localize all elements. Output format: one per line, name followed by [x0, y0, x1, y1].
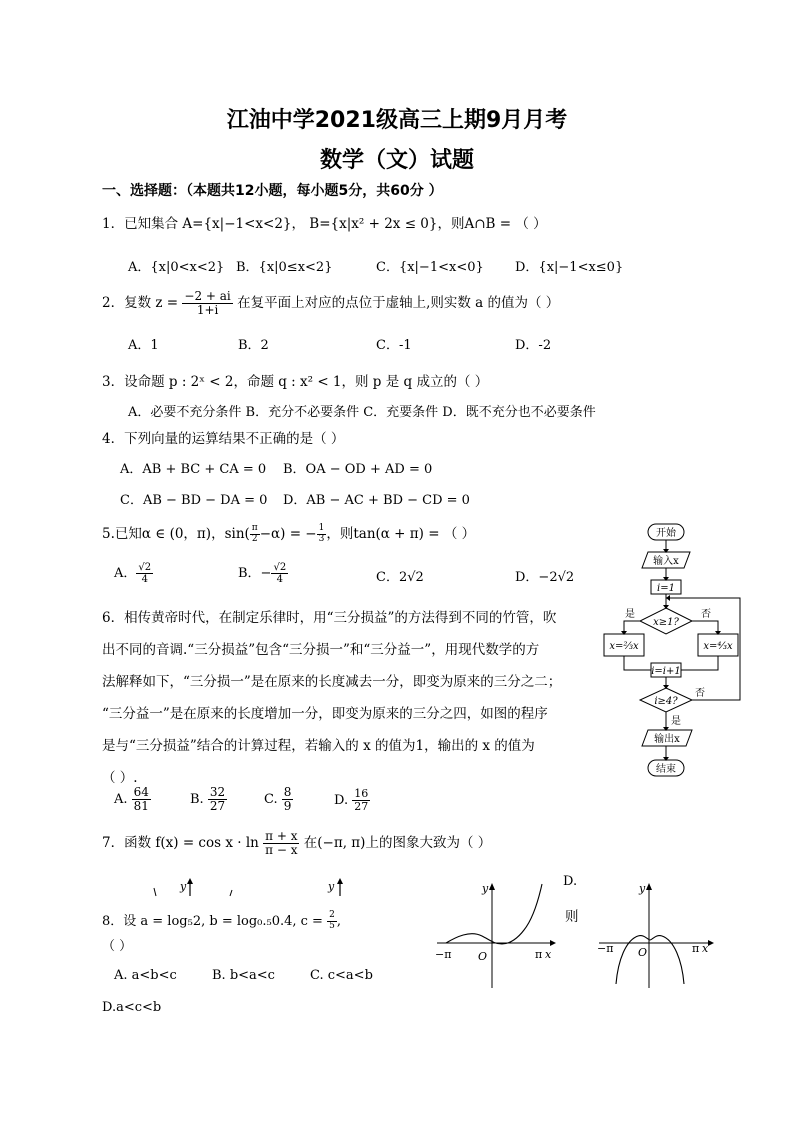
q5-two: 2: [251, 534, 258, 544]
q1-option-c: C．{x|−1<x<0}: [376, 260, 484, 275]
q6-line-4: “三分益一”是在原来的长度增加一分，即变为原来的三分之四，如图的程序: [102, 706, 548, 722]
q2-option-a: A．1: [128, 338, 159, 353]
graph-c-y-arrow: [489, 883, 495, 890]
q6-c-den: 9: [283, 799, 292, 814]
fc-line-left-merge: [624, 656, 651, 670]
fc-end-label: 结束: [656, 764, 676, 775]
q7-num: π + x: [265, 829, 298, 843]
fc-yes1-label: 是: [625, 609, 635, 620]
graph-d-pi: π: [692, 942, 700, 955]
q5-option-a: [114, 562, 153, 585]
fragment-y-b: y: [328, 880, 335, 893]
q7-trailing-char: 则: [565, 909, 579, 925]
q2-option-c: C．-1: [376, 338, 412, 353]
fc-output-label: 输出x: [654, 734, 680, 745]
q5-stem: [102, 522, 475, 545]
q7-stem: [102, 830, 491, 857]
graph-c-pi: π: [535, 948, 543, 961]
fc-yes2-label: 是: [671, 716, 681, 727]
q5-pi: π: [251, 523, 258, 534]
exam-subtitle: 数学（文）试题: [319, 148, 474, 173]
q6-line-1: 6．相传黄帝时代，在制定乐律时，用“三分损益”的方法得到不同的竹管，吹: [102, 610, 557, 626]
q2-post: 在复平面上对应的点位于虚轴上,则实数 a 的值为（ ）: [237, 295, 560, 312]
fc-line-yes1: [624, 621, 640, 634]
q7-graph-d: [594, 880, 724, 990]
q2-option-b: B．2: [238, 338, 269, 353]
q6-a-label: A.: [114, 792, 128, 808]
q4-option-b: B．OA − OD + AD = 0: [283, 462, 433, 477]
fc-arrow-3: [663, 605, 669, 609]
q7-graph-c: [432, 880, 562, 990]
section-heading: 一、选择题：（本题共12小题，每小题5分，共60分 ）: [102, 183, 443, 199]
q6-c-num: 8: [283, 785, 292, 799]
q3-stem: 3．设命题 p : 2ˣ < 2，命题 q : x² < 1，则 p 是 q 成立的（ ）: [102, 374, 489, 390]
q5-pi-over-2: [250, 524, 260, 545]
graph-d-x-arrow: [708, 940, 714, 946]
q5-option-c: C．2√2: [376, 570, 424, 585]
q6-d-den: 27: [354, 800, 369, 814]
q4-option-a: A．AB + BC + CA = 0: [120, 462, 267, 477]
fc-no2-label: 否: [695, 688, 705, 699]
q2-num: −2 + ai: [184, 289, 231, 303]
fc-left-label: x=⅔x: [609, 641, 639, 652]
fc-line-right-merge: [681, 656, 718, 670]
fragment-curve-a: [154, 888, 156, 896]
q5-three: 3: [318, 534, 325, 544]
q8-c-num: 2: [329, 910, 335, 921]
q2-pre: 2．复数 z =: [102, 295, 179, 312]
fc-cond1-label: x≥1?: [653, 617, 679, 628]
q2-fraction: [182, 290, 232, 317]
q6-option-c: [264, 786, 293, 813]
fc-right-label: x=⁴⁄₃x: [703, 641, 733, 652]
q1-option-a: A．{x|0<x<2}: [128, 260, 225, 275]
exam-title: 江油中学2021级高三上期9月月考: [226, 108, 568, 133]
q3-options: A．必要不充分条件 B．充分不必要条件 C．充要条件 D．既不充分也不必要条件: [128, 405, 596, 420]
fc-init-label: i=1: [657, 583, 675, 594]
q6-b-den: 27: [209, 799, 226, 814]
q8-option-a: A. a<b<c: [114, 968, 177, 983]
graph-c-curve: [446, 884, 542, 944]
q6-line-2: 出不同的音调.“三分损益”包含“三分损一”和“三分益一”，用现代数学的方: [102, 642, 540, 658]
fc-input-label: 输入x: [653, 556, 679, 567]
fragment-y-a: y: [180, 880, 187, 893]
q2-option-d: D．-2: [515, 338, 552, 353]
q8-tail: ,: [336, 914, 341, 929]
fragment-curve-b: [230, 890, 232, 896]
graph-c-origin: O: [478, 950, 488, 963]
q1-stem: 1．已知集合 A={x|−1<x<2}， B={x|x² + 2x ≤ 0}，则A∩B = （ ）: [102, 216, 547, 232]
graph-d-y-arrow: [646, 883, 652, 890]
q6-d-num: 16: [354, 787, 369, 800]
q6-line-3: 法解释如下，“三分损一”是在原来的长度减去一分，即变为原来的三分之二；: [102, 674, 562, 690]
graph-c-neg-pi: −π: [435, 948, 452, 961]
fc-cond2-label: i≥4?: [654, 696, 678, 707]
fc-line-no1: [692, 621, 718, 634]
fc-no1-label: 否: [701, 609, 711, 620]
q6-c-label: C.: [264, 792, 278, 808]
graph-c-x-arrow: [550, 940, 556, 946]
q6-option-b: [190, 786, 227, 813]
q4-option-c: C．AB − BD − DA = 0: [120, 493, 268, 508]
q4-stem: 4．下列向量的运算结果不正确的是（ ）: [102, 431, 345, 447]
graph-d-y-label: y: [639, 882, 646, 895]
q8-c-den: 5: [329, 921, 335, 931]
q5-one-third: [317, 524, 327, 545]
q8-stem-text: 8．设 a = log₅2, b = log₀.₅0.4, c =: [102, 914, 323, 929]
q1-option-d: D．{x|−1<x≤0}: [515, 260, 624, 275]
q7-option-d-label: D.: [563, 874, 578, 889]
fc-start-label: 开始: [656, 528, 676, 539]
q4-option-d: D．AB − AC + BD − CD = 0: [283, 493, 470, 508]
q5-one: 1: [318, 523, 325, 534]
q5-b-num: √2: [273, 562, 287, 573]
q6-b-num: 32: [209, 785, 226, 799]
q7-post: 在(−π, π)上的图象大致为（ ）: [303, 835, 492, 852]
q7-den: π − x: [265, 843, 298, 858]
graph-c-y-label: y: [482, 882, 489, 895]
q7-graph-fragments: [150, 876, 360, 898]
q6-a-den: 81: [133, 799, 149, 814]
q2-stem: [102, 290, 559, 317]
q5-option-d: D．−2√2: [515, 570, 575, 585]
q5-a-label: A．: [114, 566, 137, 581]
q5-option-b: [238, 562, 288, 585]
q7-pre: 7．函数 f(x) = cos x · ln: [102, 835, 259, 852]
q5-pre: 5.已知α ∈ (0，π)，sin(: [102, 526, 250, 542]
q6-d-label: D.: [334, 793, 349, 809]
q2-den: 1+i: [196, 303, 219, 318]
q8-option-c: C. c<a<b: [310, 968, 373, 983]
q6-line-5: 是与“三分损益”结合的计算过程，若输入的 x 的值为1，输出的 x 的值为: [102, 738, 535, 754]
q5-b-den: 4: [276, 574, 283, 585]
q6-a-num: 64: [133, 785, 149, 799]
q6-body: [102, 602, 561, 794]
q5-a-den: 4: [141, 574, 148, 585]
fragment-arrow-a: [187, 878, 193, 884]
fc-arrow-6: [663, 685, 669, 689]
q5-mid: −α) = −: [259, 526, 317, 542]
fragment-arrow-b: [337, 878, 343, 884]
q6-option-a: [114, 786, 151, 813]
graph-d-origin: O: [638, 946, 648, 959]
flowchart: [596, 518, 746, 783]
fc-arrow-loop: [666, 595, 670, 601]
q8-stem: [102, 910, 341, 932]
q8-paren: （ ）: [102, 939, 133, 954]
q5-post: ，则tan(α + π) = （ ）: [326, 526, 476, 542]
q1-option-b: B．{x|0≤x<2}: [236, 260, 333, 275]
fc-inc-label: i=i+1: [651, 666, 681, 677]
q6-b-label: B.: [190, 792, 204, 808]
graph-d-x-label: x: [702, 942, 709, 955]
q6-line-6: （ ）.: [102, 770, 138, 786]
q5-a-num: √2: [138, 562, 152, 573]
q6-option-d: [334, 788, 370, 813]
graph-c-x-label: x: [545, 948, 552, 961]
q8-option-b: B. b<a<c: [212, 968, 275, 983]
q5-b-label: B．−: [238, 566, 272, 581]
graph-d-neg-pi: −π: [597, 942, 614, 955]
q8-option-d: D.a<c<b: [102, 1000, 162, 1015]
